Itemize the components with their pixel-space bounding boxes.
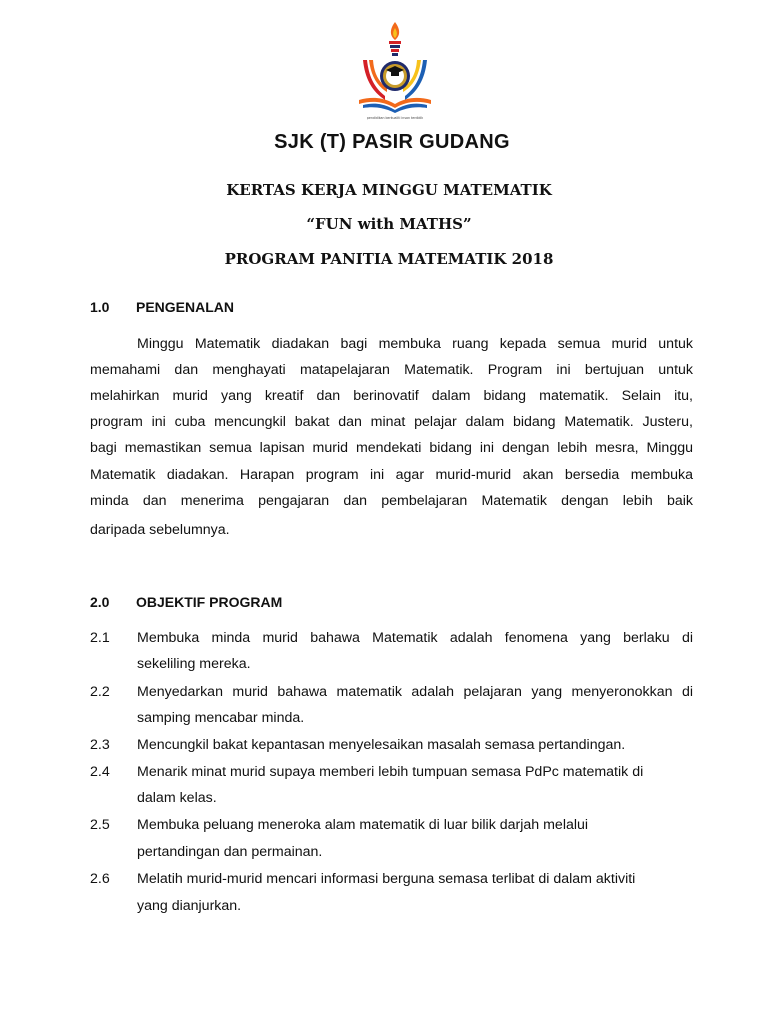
objective-number: 2.6 — [90, 871, 110, 887]
objective-number: 2.2 — [90, 684, 110, 700]
logo-caption: pendidikan berkualiti insan terdidik — [366, 116, 424, 120]
objective-line: Membuka minda murid bahawa Matematik adalah fenomena yang berlaku di — [137, 630, 693, 646]
document-title: KERTAS KERJA MINGGU MATEMATIK — [226, 181, 552, 199]
program-subtitle: PROGRAM PANITIA MATEMATIK 2018 — [224, 250, 554, 268]
paragraph-line: Minggu Matematik diadakan bagi membuka ruang kepada semua murid untuk — [137, 336, 693, 352]
objective-line: Membuka peluang meneroka alam matematik di luar bilik darjah melalui — [137, 817, 589, 833]
objective-line: Menarik minat murid supaya memberi lebih tumpuan semasa PdPc matematik di — [137, 764, 644, 780]
objective-number: 2.4 — [90, 764, 110, 780]
section-heading-pengenalan — [90, 299, 234, 315]
section-number: 2.0 — [90, 594, 110, 610]
section-title: OBJEKTIF PROGRAM — [136, 594, 283, 610]
objective-number: 2.3 — [90, 737, 110, 753]
paragraph-line: Matematik diadakan. Harapan program ini agar murid-murid akan bersedia membuka — [90, 467, 693, 483]
paragraph-line: memahami dan menghayati matapelajaran Matematik. Program ini bertujuan untuk — [90, 362, 693, 378]
objective-line: dalam kelas. — [137, 790, 217, 806]
paragraph-line: program ini cuba mencungkil bakat dan minat pelajar dalam bidang Matematik. Justeru, — [90, 414, 693, 430]
section-title: PENGENALAN — [136, 299, 235, 315]
paragraph-line: daripada sebelumnya. — [90, 522, 230, 538]
objective-line: Menyedarkan murid bahawa matematik adalah pelajaran yang menyeronokkan di — [137, 684, 693, 700]
program-tagline: “FUN with MATHS” — [306, 215, 472, 233]
section-number: 1.0 — [90, 299, 110, 315]
school-crest-logo — [355, 20, 435, 122]
objective-number: 2.5 — [90, 817, 110, 833]
paragraph-line: minda dan menerima pengajaran dan pembelajaran Matematik dengan lebih baik — [90, 493, 693, 509]
section-heading-objektif — [90, 594, 282, 610]
paragraph-line: bagi memastikan semua lapisan murid mendekati bidang ini dengan lebih mesra, Minggu — [90, 440, 693, 456]
objective-line: Mencungkil bakat kepantasan menyelesaikan masalah semasa pertandingan. — [137, 737, 626, 753]
objective-line: sekeliling mereka. — [137, 656, 251, 672]
objective-line: pertandingan dan permainan. — [137, 844, 323, 860]
school-name: SJK (T) PASIR GUDANG — [274, 131, 510, 153]
objective-line: Melatih murid-murid mencari informasi berguna semasa terlibat di dalam aktiviti — [137, 871, 636, 887]
objective-line: yang dianjurkan. — [137, 898, 242, 914]
paragraph-line: melahirkan murid yang kreatif dan berinovatif dalam bidang matematik. Selain itu, — [90, 388, 693, 404]
objective-line: samping mencabar minda. — [137, 710, 305, 726]
objective-number: 2.1 — [90, 630, 110, 646]
